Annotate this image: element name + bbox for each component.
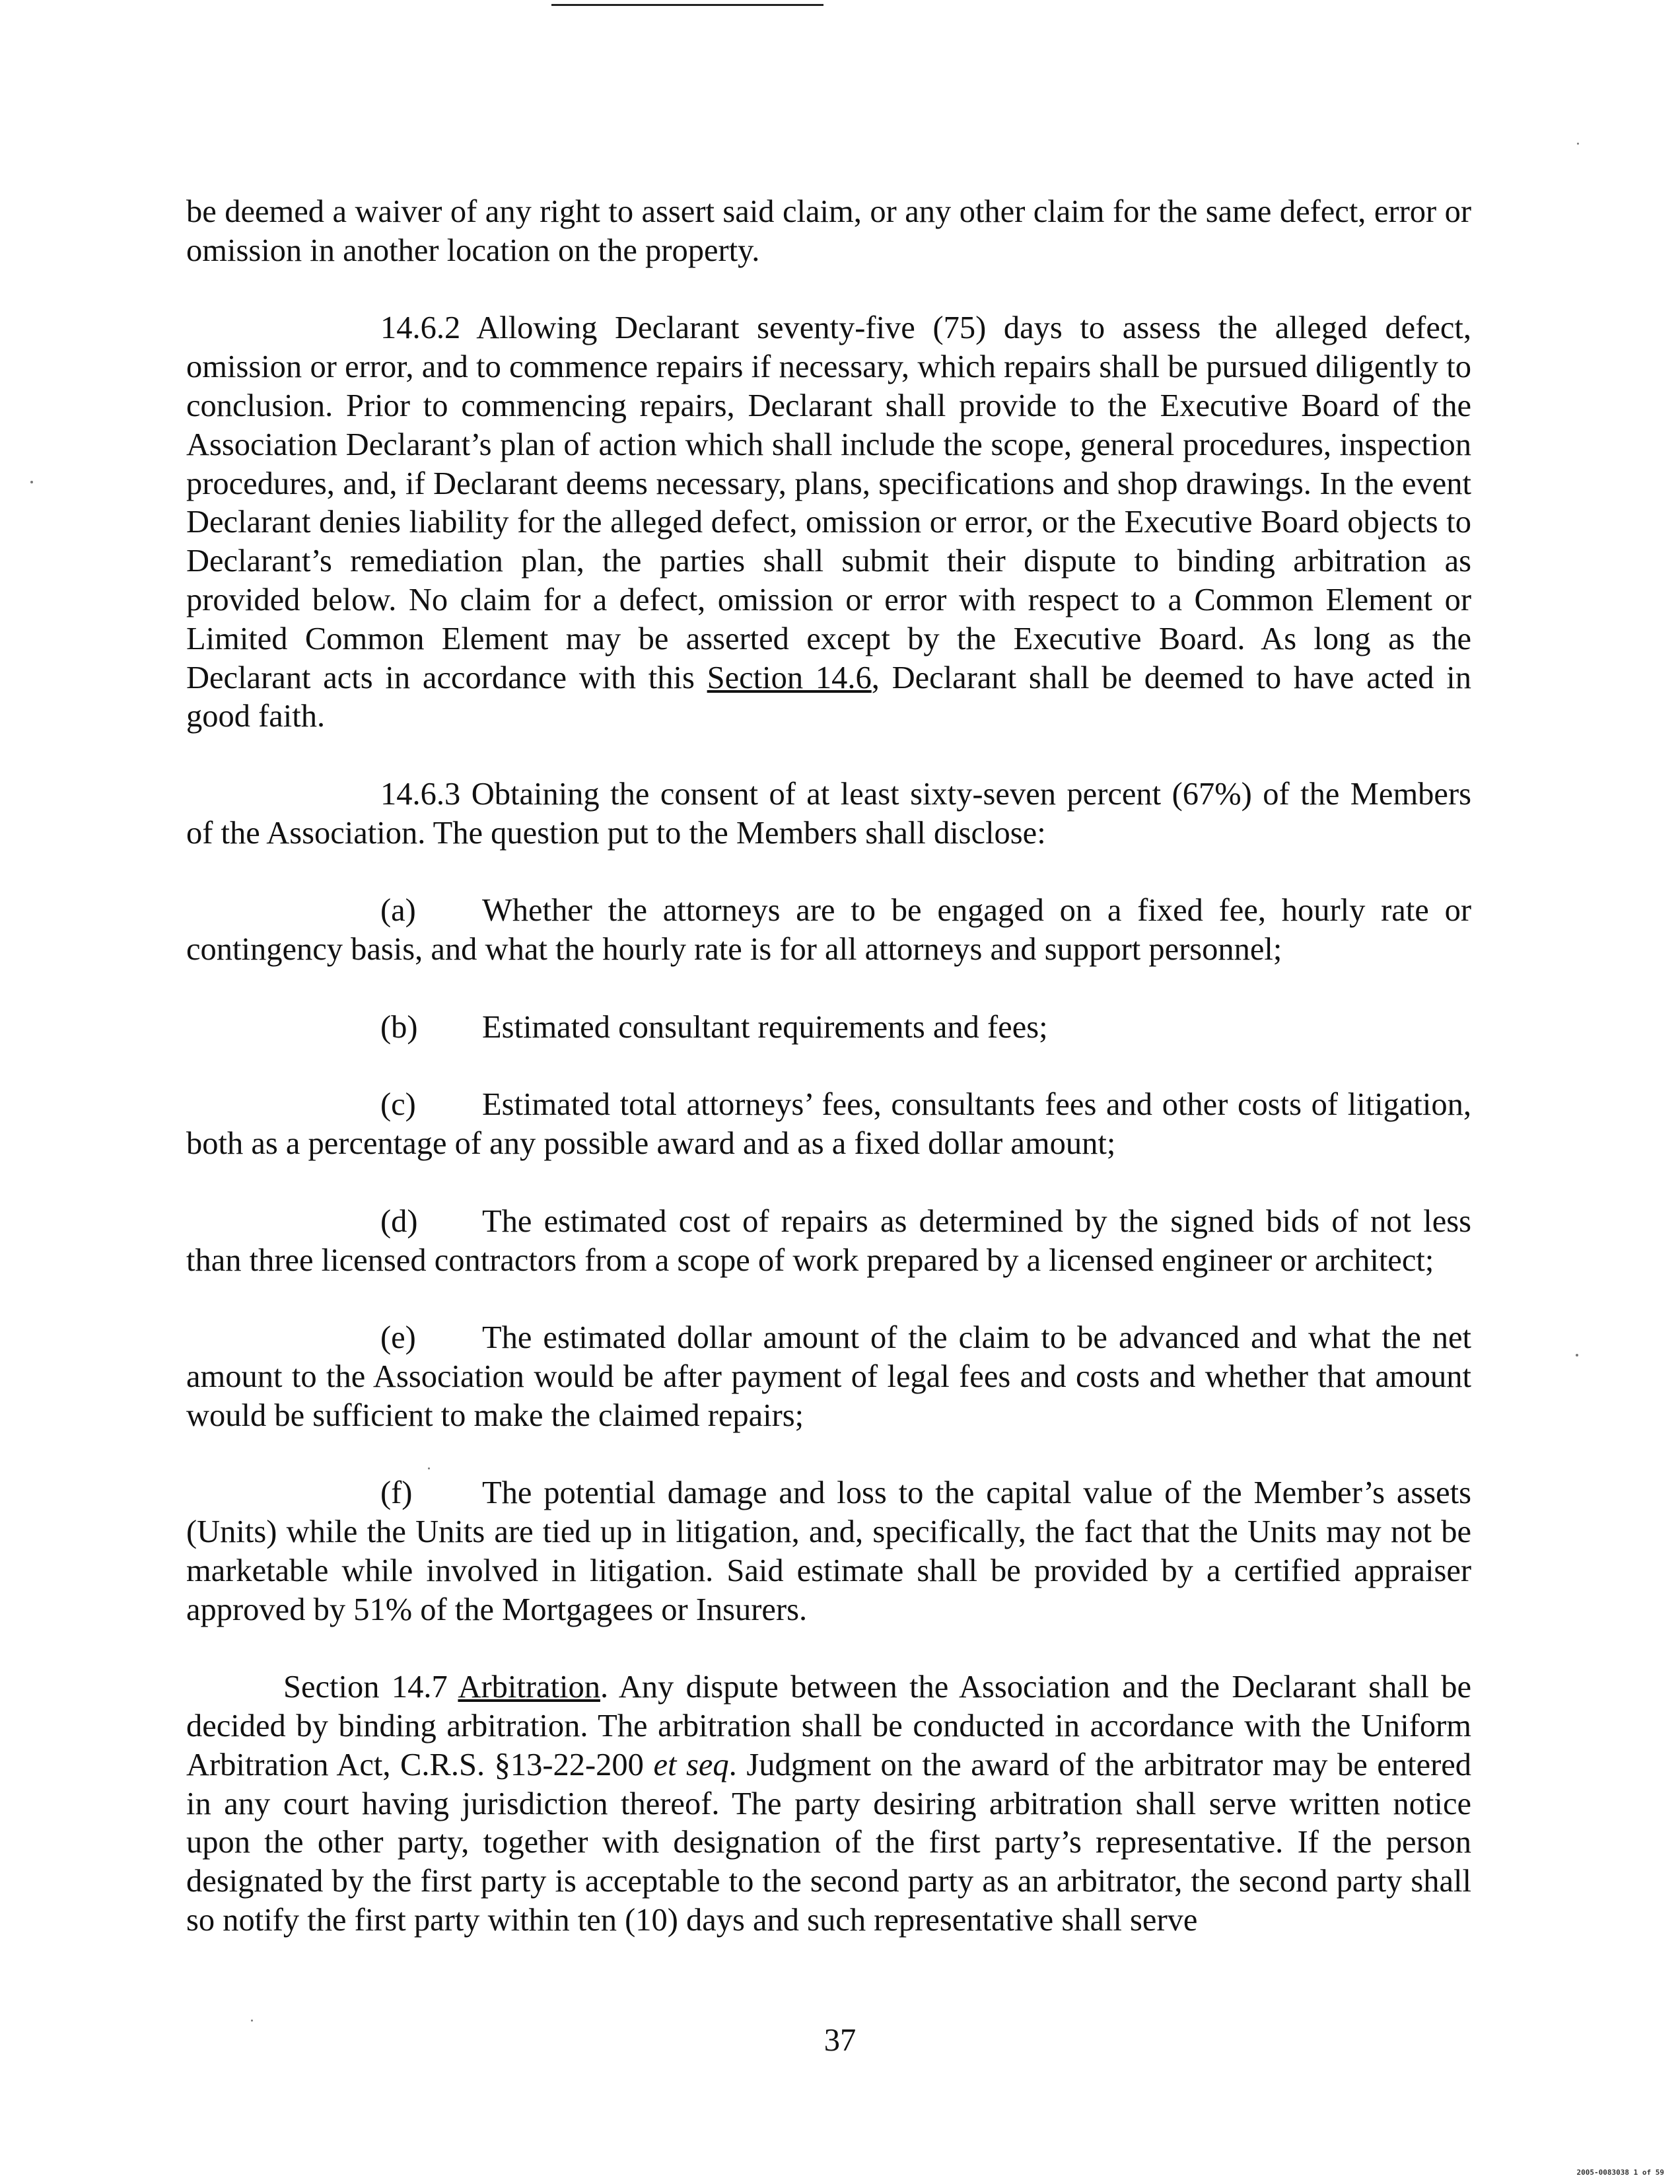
list-item-text: Estimated total attorneys’ fees, consultants fees and other costs of litigation, both as a percentage of any possible award and as a fixed dollar amount; [186, 1087, 1471, 1162]
scan-speck [1576, 1354, 1578, 1356]
top-rule [551, 4, 823, 6]
list-item [186, 1319, 1471, 1435]
list-item [186, 1203, 1471, 1281]
section-14-6-link: Section 14.6 [707, 660, 872, 695]
list-item-label: (c) [380, 1087, 416, 1123]
list-item [186, 1474, 1471, 1629]
list-item-text: The estimated dollar amount of the claim to be advanced and what the net amount to the Association would be after payment of legal fees and costs and whether that amount would be sufficient to make the claimed repairs; [186, 1320, 1471, 1433]
recording-stamp: 2005-0083038 1 of 59 [1576, 2168, 1664, 2177]
paragraph-14-6-3: 14.6.3 Obtaining the consent of at least sixty-seven percent (67%) of the Members of the Association. The question put to the Members shall disclose: [186, 776, 1471, 851]
page-number: 37 [823, 2023, 857, 2058]
list-item-label: (b) [380, 1009, 418, 1045]
list-item-text: Estimated consultant requirements and fees; [482, 1009, 1048, 1045]
scan-speck [30, 481, 33, 483]
list-item [186, 892, 1471, 969]
paragraph-14-6-2-text: 14.6.2 Allowing Declarant seventy-five (75) days to assess the alleged defect, omission or error, and to commence repairs if necessary, which repairs shall be pursued diligently to conclusion. Prior to commencing repairs, Declarant shall provide to the Executive Board of the Association Declarant’s plan of action which shall include the scope, general procedures, inspection procedures, and, if Declarant deems necessary, plans, specifications and shop drawings. In the event Declarant denies liability for the alleged defect, omission or error, or the Executive Board objects to Declarant’s remediation plan, the parties shall submit their dispute to binding arbitration as provided below. No claim for a defect, omission or error with respect to a Common Element or Limited Common Element may be asserted except by the Executive Board. As long as the Declarant acts in accordance with this [186, 310, 1471, 695]
section-text-1: . Any dispute between the Association and the Declarant shall be decided by binding arbitration. The arbitration shall be conducted in accordance with the Uniform Arbitration Act, C.R.S. §13-22-200 [186, 1670, 1472, 1782]
list-item-label: (e) [380, 1320, 416, 1356]
list-item-label: (d) [380, 1203, 418, 1239]
paragraph-continuation: be deemed a waiver of any right to assert said claim, or any other claim for the same defect, error or omission in another location on the property. [186, 194, 1471, 268]
section-italic: et seq [653, 1747, 729, 1782]
list-item-text: The potential damage and loss to the capital value of the Member’s assets (Units) while the Units are tied up in litigation, and, specifically, the fact that the Units may not be marketable while involved in litigation. Said estimate shall be provided by a certified appraiser approved by 51% of the Mortgagees or Insurers. [186, 1475, 1471, 1627]
list-item-text: The estimated cost of repairs as determined by the signed bids of not less than three licensed contractors from a scope of work prepared by a licensed engineer or architect; [186, 1203, 1471, 1278]
list-item-text: Whether the attorneys are to be engaged on a fixed fee, hourly rate or contingency basis, and what the hourly rate is for all attorneys and support personnel; [186, 893, 1471, 968]
document-body [186, 193, 1471, 1940]
list-item [186, 1086, 1471, 1164]
list-item-label: (a) [380, 893, 416, 929]
list-item-label: (f) [380, 1475, 413, 1511]
scan-speck [1577, 143, 1579, 145]
paragraph-14-6-2 [186, 309, 1471, 736]
scan-speck [251, 2020, 253, 2022]
section-heading: Arbitration [458, 1670, 600, 1705]
paragraph-14-6-2-end: , Declarant shall be deemed to have acted in good faith. [186, 660, 1471, 734]
section-lead: Section 14.7 [283, 1670, 448, 1705]
section-text-2: . Judgment on the award of the arbitrator may be entered in any court having jurisdiction thereof. The party desiring arbitration shall serve written notice upon the other party, together with designation of the first party’s representative. If the person designated by the first party is acceptable to the second party as an arbitrator, the second party shall so notify the first party within ten (10) days and such representative shall serve [186, 1747, 1472, 1938]
section-14-7 [186, 1668, 1471, 1940]
scan-speck [428, 1467, 430, 1469]
list-item [186, 1008, 1471, 1047]
